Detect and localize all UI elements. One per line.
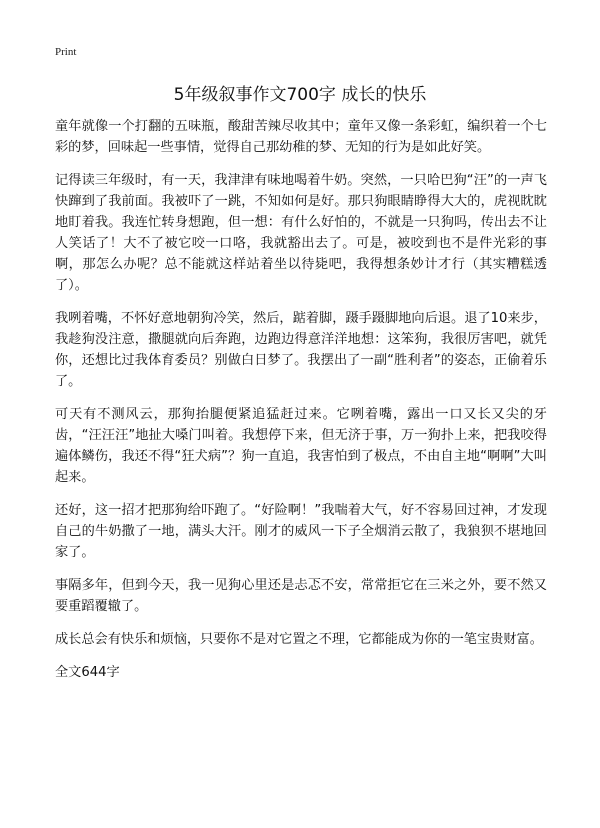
paragraph-1: 童年就像一个打翻的五味瓶，酸甜苦辣尽收其中；童年又像一条彩虹，编织着一个七彩的梦，回味起一些事情，觉得自己那幼稚的梦、无知的行为是如此好笑。: [55, 119, 547, 155]
paragraph-7: 成长总会有快乐和烦恼，只要你不是对它置之不理，它都能成为你的一笔宝贵财富。: [55, 632, 543, 647]
print-link[interactable]: Print: [55, 46, 77, 58]
paragraph-3: 我咧着嘴，不怀好意地朝狗冷笑，然后，踮着脚，蹑手蹑脚地向后退。退了10来步，我趁狗没注意，撒腿就向后奔跑，边跑边得意洋洋地想：这笨狗，我很厉害吧，就凭你，还想比过我体育委员？别做白日梦了。我摆出了一副“胜利者”的姿态，正偷着乐了。: [55, 311, 547, 389]
paragraph-4: 可天有不测风云，那狗抬腿便紧追猛赶过来。它咧着嘴，露出一口又长又尖的牙齿，“汪汪汪”地扯大嗓门叫着。我想停下来，但无济于事，万一狗扑上来，把我咬得遍体鳞伤，我还不得“狂犬病”？狗一直追，我害怕到了极点，不由自主地“啊啊”大叫起来。: [55, 407, 547, 485]
article-title: 5年级叙事作文700字 成长的快乐: [173, 85, 427, 105]
paragraph-2: 记得读三年级时，有一天，我津津有味地喝着牛奶。突然，一只哈巴狗“汪”的一声飞快蹿到了我前面。我被吓了一跳，不知如何是好。那只狗眼睛睁得大大的，虎视眈眈地盯着我。我连忙转身想跑，但一想：有什么好怕的，不就是一只狗吗，传出去不让人笑话了！大不了被它咬一口咯，我就豁出去了。可是，被咬到也不是件光彩的事啊，那怎么办呢？总不能就这样站着坐以待毙吧，我得想条妙计才行（其实糟糕透了）。: [55, 173, 547, 293]
word-count: 全文644字: [55, 665, 120, 680]
paragraph-6: 事隔多年，但到今天，我一见狗心里还是忐忑不安，常常拒它在三米之外，要不然又要重蹈覆辙了。: [55, 578, 547, 614]
article-body: [55, 116, 547, 683]
paragraph-5: 还好，这一招才把那狗给吓跑了。“好险啊！”我喘着大气，好不容易回过神，才发现自己的牛奶撒了一地，满头大汗。刚才的威风一下子全烟消云散了，我狼狈不堪地回家了。: [55, 503, 547, 560]
